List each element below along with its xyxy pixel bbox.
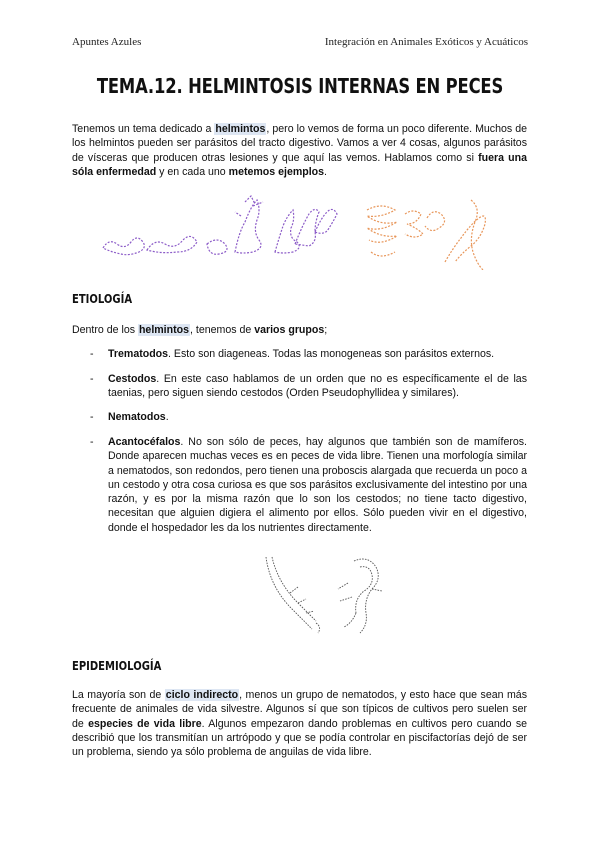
item-text: . No son sólo de peces, hay algunos que también son de mamíferos. Donde aparecen muchas veces es en peces de vida libre. Tienen una morfología similar a nematodos, son redondos, pero tienen una proboscis alargada que recuerda un poco a un cestodo y otra cosa curiosa es que sos parásitos exclusivamente del intestino por una razón, y es por la misma razón que lo son los cestodos; no tiene tacto digestivo, necesitan que alguien digiera el alimento por ellos. Sólo pueden vivir en el digestivo, donde el hospedador les da los nutrientes directamente. xyxy=(108,436,527,534)
lead-text: Dentro de los xyxy=(72,324,138,336)
item-bold: Acantocéfalos xyxy=(108,436,181,448)
intro-bold: fuera una sóla enfermedad xyxy=(72,151,527,178)
epi-text: . Algunos empezaron dando problemas en cultivos pero cuando se describió que los transmitían un artrópodo y que se podía controlar en piscifactorías dejó de ser un problema, siendo ya sólo problema de anguilas de vida libre. xyxy=(72,717,528,759)
intro-text: y en cada uno xyxy=(156,165,229,178)
orange-parasites xyxy=(367,200,485,270)
list-dash: - xyxy=(90,348,94,360)
purple-parasites xyxy=(103,196,337,255)
intro-text: . xyxy=(324,165,327,178)
epi-text: La mayoría son de xyxy=(72,689,165,701)
epi-text: , menos un grupo de nematodos, y esto hace que sean más frecuente de animales de vida silvestre. Algunos sí que son típicos de cultivos pero suelen ser de xyxy=(72,689,527,730)
epi-highlight: ciclo indirecto xyxy=(165,689,239,701)
header-right: Integración en Animales Exóticos y Acuáticos xyxy=(324,36,528,48)
list-item xyxy=(90,347,527,361)
list-dash: - xyxy=(90,436,94,448)
etiologia-heading: ETIOLOGÍA xyxy=(72,291,133,306)
lead-text: ; xyxy=(324,324,328,336)
epi-bold: especies de vida libre xyxy=(88,717,202,730)
epidemiologia-paragraph xyxy=(72,688,527,759)
page-title: TEMA.12. HELMINTOSIS INTERNAS EN PECES xyxy=(96,74,504,98)
lead-text: , tenemos de xyxy=(189,324,255,336)
list-item xyxy=(90,410,527,424)
item-bold: Nematodos xyxy=(108,411,166,423)
lead-bold: varios grupos xyxy=(254,324,325,336)
epidemiologia-heading: EPIDEMIOLOGÍA xyxy=(72,658,162,673)
lead-highlight: helmintos xyxy=(138,324,189,336)
intro-text: , pero lo vemos de forma un poco diferente. Muchos de los helmintos pueden ser parásitos del tracto digestivo. Vamos a ver 4 cosas, algunos parásitos de vísceras que producen otras lesiones y que aquí las vemos. Hablamos como si xyxy=(72,123,527,164)
item-text: . Esto son diageneas. Todas las monogeneas son parásitos externos. xyxy=(168,348,495,360)
etiologia-lead xyxy=(72,323,527,337)
list-dash: - xyxy=(90,373,94,385)
intro-highlight: helmintos xyxy=(215,123,266,135)
list-item xyxy=(90,435,527,535)
intro-text: Tenemos un tema dedicado a xyxy=(72,123,215,135)
item-bold: Cestodos xyxy=(108,373,157,385)
acanthocephalan-illustration xyxy=(256,553,406,635)
worm-sketch xyxy=(266,557,382,633)
list-dash: - xyxy=(90,411,94,423)
item-text: . En este caso hablamos de un orden que no es específicamente el de las taenias, pero siguen siendo cestodos (Orden Pseudophyllidea y similares). xyxy=(108,373,527,400)
item-bold: Trematodos xyxy=(108,348,169,360)
item-text: . xyxy=(165,411,169,423)
header-left: Apuntes Azules xyxy=(72,36,142,48)
intro-bold: metemos ejemplos xyxy=(228,165,325,178)
intro-paragraph xyxy=(72,122,527,179)
list-item xyxy=(90,372,527,401)
parasites-illustration xyxy=(95,192,515,270)
